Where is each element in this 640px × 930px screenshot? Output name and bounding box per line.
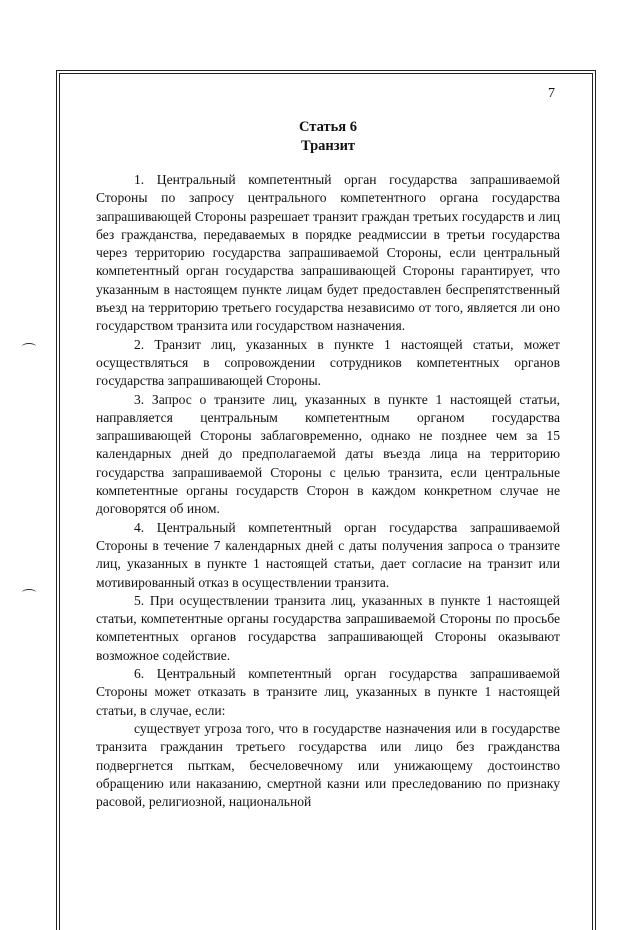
paragraph-5: 5. При осуществлении транзита лиц, указанных в пункте 1 настоящей статьи, компетентные органы государства запрашиваемой Стороны по просьбе компетентных органов государства запрашивающей Стороны оказывают возможное содействие. [96, 592, 560, 663]
margin-mark [22, 589, 36, 596]
article-body [96, 171, 560, 811]
article-title: Статья 6 [299, 119, 357, 135]
page-number: 7 [548, 86, 555, 101]
paragraph-1: 1. Центральный компетентный орган государства запрашиваемой Стороны по запросу центрального компетентного органа государства запрашивающей Стороны разрешает транзит граждан третьих государств и лиц без гражданства, передаваемых в порядке реадмиссии в третьи государства через территорию государства запрашиваемой Стороны, если центральный компетентный орган государства запрашивающей Стороны гарантирует, что указанным в настоящем пункте лицам будет предоставлен беспрепятственный въезд на территорию третьего государства независимо от того, является ли оно государством транзита или государством назначения. [96, 172, 560, 334]
article-heading [96, 118, 560, 156]
paragraph-6: 6. Центральный компетентный орган государства запрашиваемой Стороны может отказать в транзите лиц, указанных в пункте 1 настоящей статьи, в случае, если: [96, 666, 560, 718]
margin-mark [22, 343, 36, 350]
paragraph-2: 2. Транзит лиц, указанных в пункте 1 настоящей статьи, может осуществляться в сопровождении сотрудников компетентных органов государства запрашивающей Стороны. [96, 336, 560, 389]
paragraph-4: 4. Центральный компетентный орган государства запрашиваемой Стороны в течение 7 календарных дней с даты получения запроса о транзите лиц, указанных в пункте 1 настоящей статьи, дает согласие на транзит или мотивированный отказ в осуществлении транзита. [96, 519, 560, 590]
paragraph-6-condition: существует угроза того, что в государстве назначения или в государстве транзита гражданин третьего государства или лицо без гражданства подвергнется пыткам, бесчеловечному или унижающему достоинство обращению или наказанию, смертной казни или преследованию по признаку расовой, религиозной, национальной [96, 720, 560, 810]
article-subtitle: Транзит [300, 138, 356, 154]
paragraph-3: 3. Запрос о транзите лиц, указанных в пункте 1 настоящей статьи, направляется центральным компетентным органом государства запрашивающей Стороны заблаговременно, однако не позднее чем за 15 календарных дней до предполагаемой даты въезда лица на территорию государства запрашиваемой Стороны с целью транзита, если центральные компетентные органы государств Сторон в каждом конкретном случае не договорятся об ином. [96, 391, 560, 517]
